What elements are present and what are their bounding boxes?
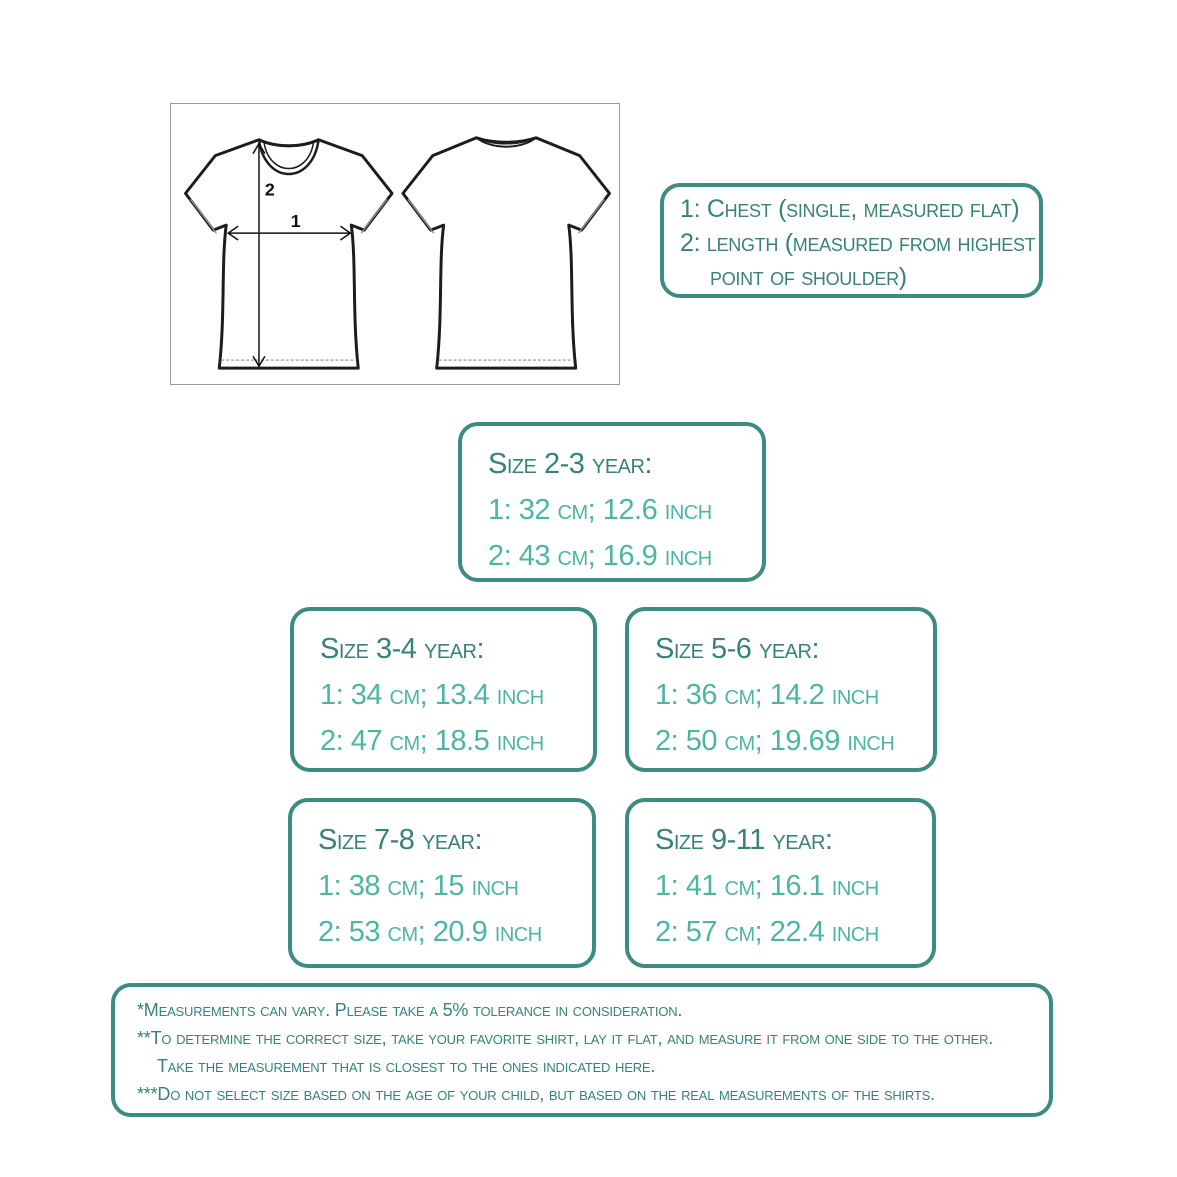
size-chest: 1: 34 cm; 13.4 inch <box>320 679 544 711</box>
size-chest: 1: 32 cm; 12.6 inch <box>488 494 712 526</box>
size-length: 2: 53 cm; 20.9 inch <box>318 916 542 948</box>
size-length: 2: 47 cm; 18.5 inch <box>320 725 544 757</box>
size-title: Size 3-4 year: <box>320 633 485 665</box>
tshirt-back-diagram <box>403 138 610 368</box>
legend-box <box>660 183 1043 298</box>
size-title: Size 7-8 year: <box>318 824 483 856</box>
chest-arrow-label: 1 <box>290 211 301 232</box>
footnote-how-to-measure-cont: Take the measurement that is closest to the ones indicated here. <box>157 1056 656 1076</box>
size-length: 2: 57 cm; 22.4 inch <box>655 916 879 948</box>
size-length: 2: 43 cm; 16.9 inch <box>488 540 712 572</box>
footnote-box <box>111 983 1053 1117</box>
size-box-3-4-year <box>290 607 597 772</box>
tshirt-diagram-frame <box>170 103 620 385</box>
size-chest: 1: 36 cm; 14.2 inch <box>655 679 879 711</box>
size-title: Size 2-3 year: <box>488 448 653 480</box>
legend-line-length-cont: point of shoulder) <box>710 263 907 291</box>
tshirt-front-diagram <box>185 140 392 368</box>
size-title: Size 5-6 year: <box>655 633 820 665</box>
size-box-9-11-year <box>625 798 936 968</box>
tshirt-diagram <box>171 104 619 384</box>
size-box-5-6-year <box>625 607 937 772</box>
size-length: 2: 50 cm; 19.69 inch <box>655 725 895 757</box>
size-chest: 1: 41 cm; 16.1 inch <box>655 870 879 902</box>
footnote-tolerance: *Measurements can vary. Please take a 5% tolerance in consideration. <box>137 1000 683 1020</box>
size-box-7-8-year <box>288 798 596 968</box>
size-title: Size 9-11 year: <box>655 824 833 856</box>
footnote-age-warning: ***Do not select size based on the age of your child, but based on the real measurements of the shirts. <box>137 1084 935 1104</box>
legend-line-chest: 1: Chest (single, measured flat) <box>680 195 1020 223</box>
size-box-2-3-year <box>458 422 766 582</box>
size-chest: 1: 38 cm; 15 inch <box>318 870 519 902</box>
legend-line-length: 2: length (measured from highest <box>680 229 1036 257</box>
footnote-how-to-measure: **To determine the correct size, take your favorite shirt, lay it flat, and measure it from one side to the other. <box>137 1028 994 1048</box>
length-arrow-label: 2 <box>264 179 275 200</box>
